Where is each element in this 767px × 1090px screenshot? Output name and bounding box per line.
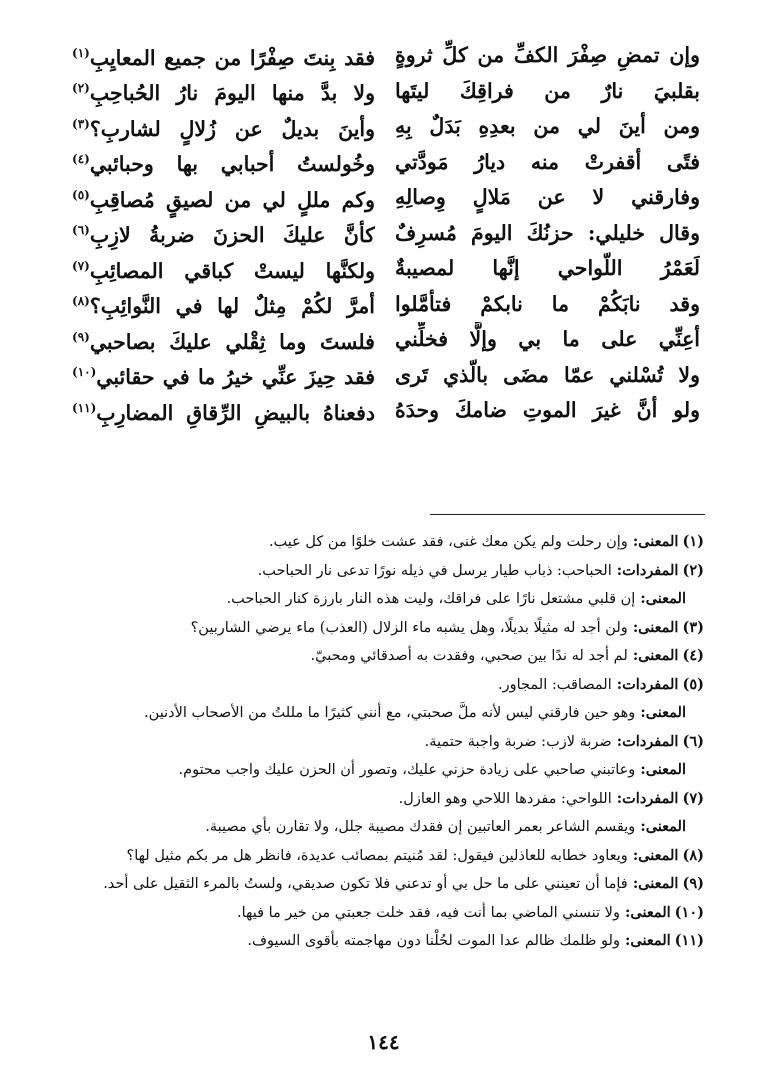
verse-row [70,287,700,323]
verse-second-text: وأينَ بديلٌ عن زُلالٍ لشاربِ؟ [89,116,375,141]
footnote-ref: (٢) [72,81,90,96]
poem [70,38,700,429]
verse-first-hemistich: ولا تُسْلني عمّا مضَى بالّذي تَرى [395,362,700,387]
footnote-number: (٣) [682,618,704,636]
verse-second-hemistich [70,71,375,111]
footnote-ref: (١١) [72,400,97,415]
verse-row [70,180,700,216]
footnote-separator [430,514,705,515]
footnote [68,557,704,586]
footnote-label: المفردات: [616,675,679,693]
footnote-label: المعنى: [640,761,686,778]
footnote-ref: (٧) [72,258,90,273]
footnote-number: (٨) [682,846,704,864]
verse-first-hemistich: وفارقني لا عن مَلالٍ وِصالِهِ [395,185,700,210]
footnote-ref: (٣) [72,116,90,131]
footnote-text: لم أجد له ندًا بين صحبي، وفقدت به أصدقائي ومحبيّ. [310,648,628,664]
footnote-text: وعاتبني صاحبي على زيادة حزني عليك، وتصور أن الحزن عليك واجب محتوم. [178,762,636,778]
footnote-label: المفردات: [616,732,679,750]
footnote [68,585,704,614]
footnote [68,870,704,899]
footnote-label: المفردات: [616,789,679,807]
footnote-label: المفردات: [616,561,679,579]
verse-second-text: ولا بدَّ منها اليومَ نارُ الحُباحِبِ [89,81,375,106]
footnote-text: وهو حين فارقني ليس لأنه ملَّ صحبتي، مع أنني كثيرًا ما مللتُ من الأصحاب الأدنين. [144,705,636,721]
verse-first-hemistich: بقلبيَ نارٌ من فراقِكَ ليتَها [395,78,700,103]
footnote-text: فإما أن تعينني على ما حل بي أو تدعني فلا تكون صديقي، ولستُ بالمرء الثقيل على أحد. [103,876,628,892]
verse-first-hemistich: وقد نابَكُمْ ما نابكمْ فتأمَّلوا [395,291,700,316]
footnote-text: وإن رحلت ولم يكن معك غنى، فقد عشت خلوًا من كل عيب. [268,534,628,550]
verse-first-hemistich: ولو أنَّ غيرَ الموتِ ضامكَ وحدَهُ [395,398,700,423]
verse-row [70,145,700,181]
verse-row [70,358,700,394]
footnote-ref: (٥) [72,187,90,202]
verse-second-text: أمرَّ لكُمْ مِثلٌ لها في النَّوائِبِ؟ [89,294,375,319]
footnote-label: المعنى: [625,903,671,921]
footnote [68,899,704,928]
footnote-label: المعنى: [632,846,679,864]
verse-second-hemistich [70,213,375,253]
verse-second-hemistich [70,320,375,360]
verse-second-hemistich [70,142,375,182]
footnote [68,927,704,956]
footnote [68,528,704,557]
footnote-number: (٤) [682,647,704,664]
footnote [68,728,704,757]
verse-row [70,251,700,287]
page-number: ١٤٤ [367,1030,400,1054]
verse-row [70,393,700,429]
footnotes [68,528,704,956]
footnote [68,785,704,814]
verse-first-hemistich: وقال خليلي: حزنُكَ اليومَ مُسرِفٌ [395,220,700,245]
footnote-text: المصاقب: المجاور. [498,676,612,693]
footnote-label: المعنى: [640,704,686,721]
verse-first-hemistich: لَعَمْرُ اللّواحي إنَّها لمصيبةٌ [395,256,700,281]
verse-second-hemistich [70,178,375,218]
verse-second-text: فلستَ وما ثِقْلي عليكَ بصاحبي [89,329,375,354]
footnote-ref: (٨) [72,294,90,309]
footnote-ref: (٤) [72,152,90,167]
footnote-text: ويقسم الشاعر بعمر العاتبين إن فقدك مصيبة جلل، ولا تقارن بأي مصيبة. [205,819,636,835]
footnote [68,756,704,785]
footnote [68,813,704,842]
verse-first-hemistich: وإن تمضِ صِفْرَ الكفِّ من كلِّ ثروةٍ [395,43,700,68]
verse-row [70,322,700,358]
verse-second-hemistich [70,284,375,324]
footnote-text: ضربة لازب: ضربة واجبة حتمية. [424,733,612,750]
verse-second-text: كأنَّ عليكَ الحزنَ ضربةُ لازِبِ [89,223,375,248]
footnote-text: ولن أجد له مثيلًا بديلًا، وهل يشبه ماء الزلال (العذب) ماء يرضي الشاربين؟ [190,619,628,636]
verse-second-text: دفعناهُ بالبيضِ الرِّقاقِ المضارِبِ [96,400,375,425]
verse-second-hemistich [70,249,375,289]
footnote [68,671,704,700]
verse-row [70,74,700,110]
footnote-number: (٥) [682,675,704,693]
verse-second-text: فقد بِنتَ صِفْرًا من جميع المعايِبِ [89,45,375,70]
footnote-number: (١٠) [674,903,704,921]
footnote-ref: (٦) [72,223,90,238]
footnote [68,699,704,728]
footnote-text: ويعاود خطابه للعاذلين فيقول: لقد مُنيتم بمصائب عديدة، فانظر هل مر بكم مثيل لها؟ [126,847,628,864]
footnote-label: المعنى: [625,932,671,949]
footnote-text: اللواحي: مفردها اللاحي وهو العازل. [398,790,612,807]
footnote-number: (١) [682,533,704,550]
footnote-number: (٦) [682,732,704,750]
verse-row [70,216,700,252]
verse-row [70,38,700,74]
footnote-label: المعنى: [640,818,686,835]
verse-second-hemistich [70,36,375,76]
footnote-ref: (١) [72,45,90,60]
footnote-number: (٩) [682,875,704,892]
verse-second-text: فقد حِيزَ عنِّي خيرُ ما في حقائبي [96,365,375,390]
footnote-text: ولو ظلمك ظالم عدا الموت لحُلْنا دون مهاجمته بأقوى السيوف. [247,933,620,949]
footnote-label: المعنى: [632,618,679,636]
footnote-ref: (٩) [72,329,90,344]
verse-second-hemistich [70,107,375,147]
verse-row [70,109,700,145]
footnote [68,842,704,871]
verse-first-hemistich: فتًى أقفرتْ منه ديارُ مَودَّتي [395,149,700,174]
footnote-text: الحباحب: ذباب طيار يرسل في ذيله نورًا تدعى نار الحباحب. [257,562,612,579]
verse-second-hemistich [70,355,375,395]
verse-first-hemistich: أعِنِّي على ما بي وإلَّا فخلِّني [395,327,700,352]
footnote [68,614,704,643]
footnote-number: (٢) [682,561,704,579]
footnote-label: المعنى: [640,590,686,607]
footnote-label: المعنى: [632,647,679,664]
verse-second-hemistich [70,391,375,431]
verse-second-text: ولكنَّها ليستْ كباقي المصائِبِ [89,258,375,283]
footnote [68,642,704,671]
footnote-text: إن قلبي مشتعل نارًا على فراقك، وليت هذه النار بارزة كنار الحباحب. [226,591,636,607]
footnote-ref: (١٠) [72,365,97,380]
verse-second-text: وكم مللٍ لي من لصيقٍ مُصاقِبِ [89,187,375,212]
verse-first-hemistich: ومن أينَ لي من بعدِهِ بَدَلٌ بِهِ [395,114,700,139]
footnote-number: (١١) [674,932,704,949]
verse-second-text: وخُولستُ أحبابي بها وحبائبي [89,152,375,177]
footnote-number: (٧) [682,789,704,807]
footnote-label: المعنى: [632,533,679,550]
footnote-text: ولا تنسني الماضي بما أنت فيه، فقد خلت جعبتي من خير ما فيها. [237,904,620,921]
footnote-label: المعنى: [632,875,679,892]
